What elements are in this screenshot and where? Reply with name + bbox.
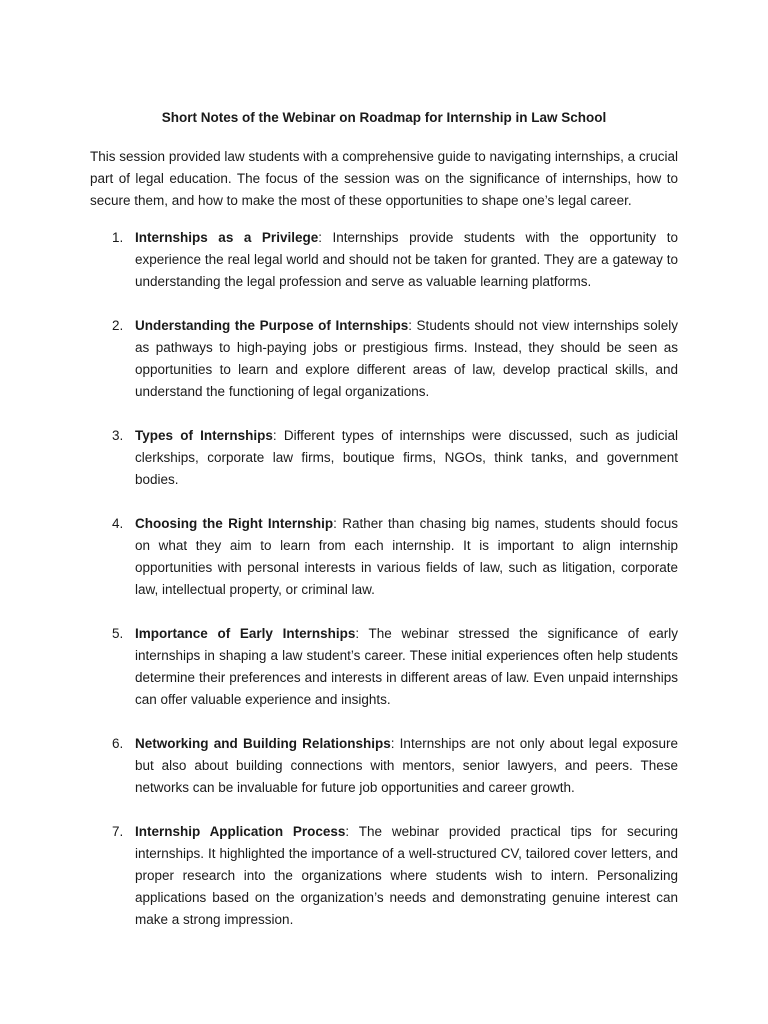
- list-item: [90, 513, 678, 601]
- item-term: Understanding the Purpose of Internships: [135, 318, 409, 333]
- list-item: [90, 315, 678, 403]
- item-term: Choosing the Right Internship: [135, 516, 334, 531]
- item-term: Importance of Early Internships: [135, 626, 356, 641]
- item-number: 2.: [112, 318, 124, 333]
- intro-paragraph: This session provided law students with a comprehensive guide to navigating internships, a crucial part of legal education. The focus of the session was on the significance of internships, how to secure them, and how to make the most of these opportunities to shape one’s legal career.: [90, 149, 678, 208]
- item-number: 3.: [112, 428, 124, 443]
- document-title: Short Notes of the Webinar on Roadmap for Internship in Law School: [161, 110, 607, 125]
- notes-list: [90, 227, 678, 931]
- item-number: 6.: [112, 736, 124, 751]
- item-term: Internships as a Privilege: [135, 230, 319, 245]
- item-number: 5.: [112, 626, 124, 641]
- item-text: : Rather than chasing big names, students should focus on what they aim to learn from each internship. It is important to align internship opportunities with personal interests in various fields of law, such as litigation, corporate law, intellectual property, or criminal law.: [135, 516, 679, 597]
- item-number: 1.: [112, 230, 124, 245]
- item-number: 4.: [112, 516, 124, 531]
- list-item: [90, 425, 678, 491]
- item-text: : The webinar stressed the significance of early internships in shaping a law student’s career. These initial experiences often help students determine their preferences and interests in different areas of law. Even unpaid internships can offer valuable experience and insights.: [135, 626, 678, 707]
- item-text: : Internships are not only about legal exposure but also about building connections with mentors, senior lawyers, and peers. These networks can be invaluable for future job opportunities and career growth.: [135, 736, 678, 795]
- item-text: : Different types of internships were discussed, such as judicial clerkships, corporate law firms, boutique firms, NGOs, think tanks, and government bodies.: [135, 428, 678, 487]
- item-number: 7.: [112, 824, 124, 839]
- item-term: Networking and Building Relationships: [135, 736, 391, 751]
- item-text: : The webinar provided practical tips for securing internships. It highlighted the importance of a well-structured CV, tailored cover letters, and proper research into the organizations where students wish to intern. Personalizing applications based on the organization’s needs and demonstrating genuine interest can make a strong impression.: [135, 824, 678, 927]
- item-term: Internship Application Process: [135, 824, 346, 839]
- item-text: : Internships provide students with the opportunity to experience the real legal world and should not be taken for granted. They are a gateway to understanding the legal profession and serve as valuable learning platforms.: [135, 230, 678, 289]
- list-item: [90, 227, 678, 293]
- list-item: [90, 733, 678, 799]
- list-item: [90, 821, 678, 931]
- list-item: [90, 623, 678, 711]
- item-text: : Students should not view internships solely as pathways to high-paying jobs or prestigious firms. Instead, they should be seen as opportunities to learn and explore different areas of law, develop practical skills, and understand the functioning of legal organizations.: [135, 318, 678, 399]
- item-term: Types of Internships: [135, 428, 273, 443]
